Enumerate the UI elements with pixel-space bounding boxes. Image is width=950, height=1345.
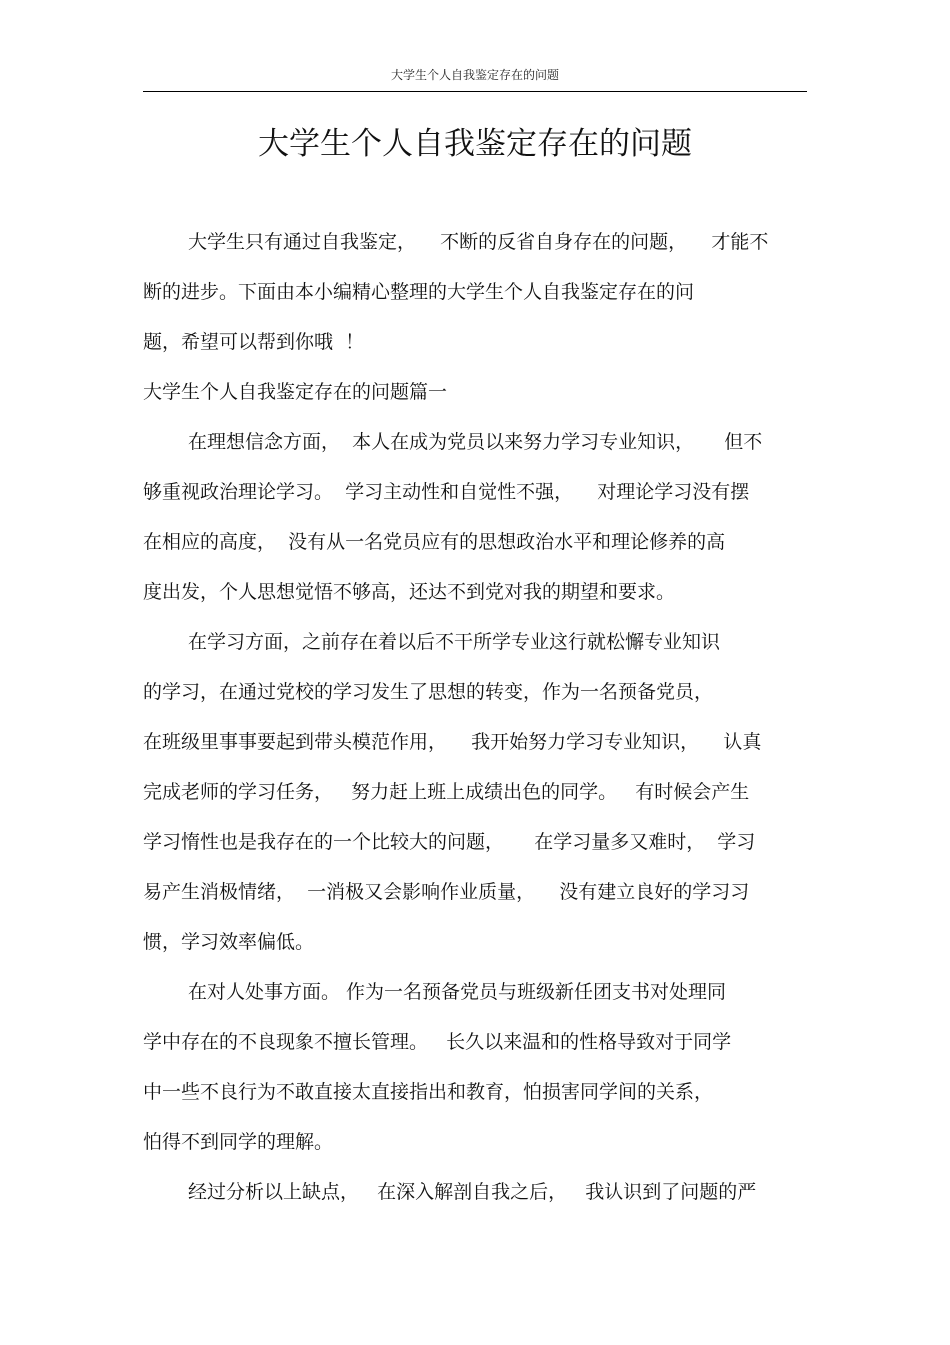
running-header: 大学生个人自我鉴定存在的问题 <box>390 68 559 82</box>
paragraph-line: 经过分析以上缺点， 在深入解剖自我之后， 我认识到了问题的严 <box>188 1181 757 1203</box>
paragraph-line: 够重视政治理论学习。 学习主动性和自觉性不强， 对理论学习没有摆 <box>143 481 750 503</box>
paragraph-line: 题，希望可以帮到你哦 ！ <box>143 331 365 353</box>
document-title: 大学生个人自我鉴定存在的问题 <box>258 126 692 162</box>
paragraph-line: 在理想信念方面， 本人在成为党员以来努力学习专业知识， 但不 <box>188 431 763 453</box>
paragraph-line: 在班级里事事要起到带头模范作用， 我开始努力学习专业知识， 认真 <box>143 731 762 753</box>
section-heading: 大学生个人自我鉴定存在的问题篇一 <box>143 381 448 403</box>
paragraph-line: 在对人处事方面。 作为一名预备党员与班级新任团支书对处理同 <box>188 981 727 1003</box>
paragraph-line: 学习惰性也是我存在的一个比较大的问题， 在学习量多又难时， 学习 <box>143 831 756 853</box>
header-rule <box>143 91 807 92</box>
paragraph-line: 惯，学习效率偏低。 <box>143 931 315 953</box>
paragraph-line: 学中存在的不良现象不擅长管理。 长久以来温和的性格导致对于同学 <box>143 1031 732 1053</box>
paragraph-line: 度出发，个人思想觉悟不够高，还达不到党对我的期望和要求。 <box>143 581 676 603</box>
paragraph-line: 断的进步。下面由本小编精心整理的大学生个人自我鉴定存在的问 <box>143 281 695 303</box>
paragraph-line: 在相应的高度， 没有从一名党员应有的思想政治水平和理论修养的高 <box>143 531 726 553</box>
document-body <box>143 217 807 1217</box>
paragraph-line: 易产生消极情绪， 一消极又会影响作业质量， 没有建立良好的学习习 <box>143 881 750 903</box>
paragraph-line: 中一些不良行为不敢直接太直接指出和教育，怕损害同学间的关系， <box>143 1081 714 1103</box>
paragraph-line: 的学习，在通过党校的学习发生了思想的转变，作为一名预备党员， <box>143 681 714 703</box>
paragraph-line: 完成老师的学习任务， 努力赶上班上成绩出色的同学。 有时候会产生 <box>143 781 750 803</box>
paragraph-line: 怕得不到同学的理解。 <box>143 1131 334 1153</box>
paragraph-line: 在学习方面，之前存在着以后不干所学专业这行就松懈专业知识 <box>188 631 721 653</box>
paragraph-line: 大学生只有通过自我鉴定， 不断的反省自身存在的问题， 才能不 <box>188 231 769 253</box>
